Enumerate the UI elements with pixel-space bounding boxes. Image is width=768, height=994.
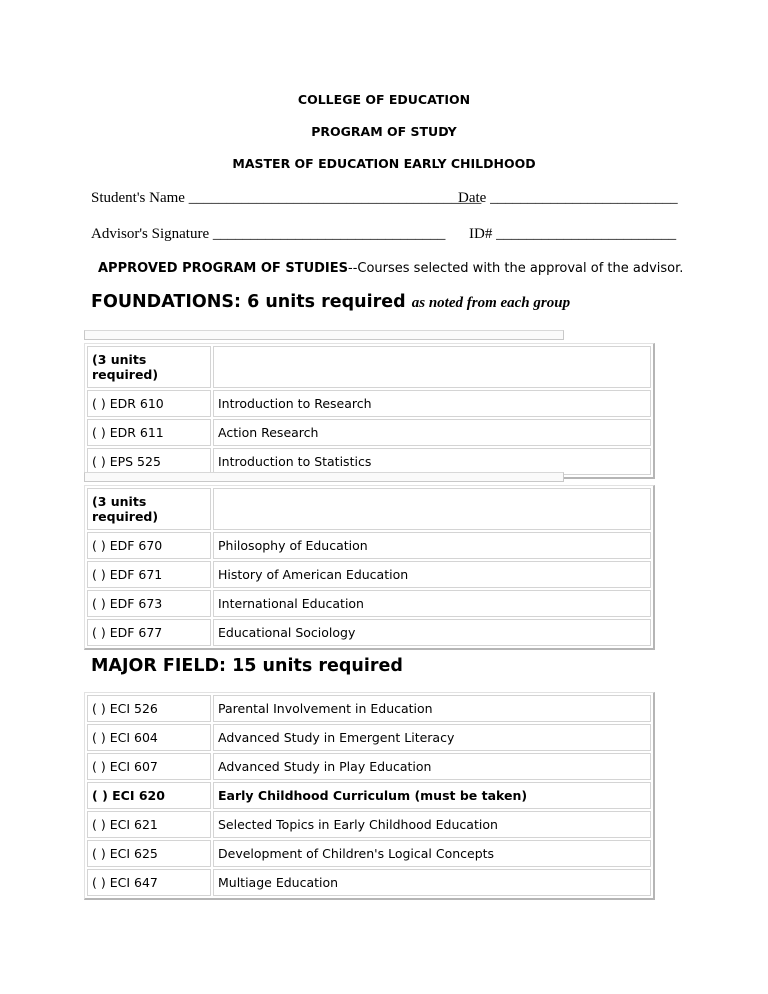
course-row[interactable] <box>87 419 651 446</box>
course-code[interactable]: ( ) ECI 625 <box>87 840 211 867</box>
course-row[interactable] <box>87 619 651 646</box>
table-header-row <box>87 346 651 388</box>
course-row[interactable] <box>87 590 651 617</box>
course-name: Multiage Education <box>213 869 651 896</box>
foundations-group1-table <box>84 343 655 479</box>
course-name: Selected Topics in Early Childhood Education <box>213 811 651 838</box>
course-name: Introduction to Statistics <box>213 448 651 475</box>
foundations-note: as noted from each group <box>411 295 571 311</box>
course-code[interactable]: ( ) EDR 611 <box>87 419 211 446</box>
course-row[interactable] <box>87 811 651 838</box>
course-name: Action Research <box>213 419 651 446</box>
course-code[interactable]: ( ) ECI 526 <box>87 695 211 722</box>
course-name: Parental Involvement in Education <box>213 695 651 722</box>
program-title: PROGRAM OF STUDY <box>311 124 457 139</box>
required-course-row[interactable] <box>87 782 651 809</box>
course-code[interactable]: ( ) EDF 670 <box>87 532 211 559</box>
course-row[interactable] <box>87 695 651 722</box>
table-header-row <box>87 488 651 530</box>
course-code[interactable]: ( ) EDF 671 <box>87 561 211 588</box>
course-code[interactable]: ( ) ECI 647 <box>87 869 211 896</box>
major-field-table <box>84 692 655 900</box>
course-row[interactable] <box>87 448 651 475</box>
course-code[interactable]: ( ) EDR 610 <box>87 390 211 417</box>
foundations-title <box>91 292 570 312</box>
course-code[interactable]: ( ) ECI 620 <box>87 782 211 809</box>
course-code[interactable]: ( ) ECI 607 <box>87 753 211 780</box>
course-code[interactable]: ( ) ECI 621 <box>87 811 211 838</box>
id-field[interactable]: ID# ________________________ <box>469 226 677 242</box>
approved-statement <box>98 261 683 276</box>
group2-divider <box>84 472 564 482</box>
course-name: Development of Children's Logical Concepts <box>213 840 651 867</box>
course-row[interactable] <box>87 869 651 896</box>
course-row[interactable] <box>87 753 651 780</box>
course-name: History of American Education <box>213 561 651 588</box>
group2-empty-header <box>213 488 651 530</box>
course-row[interactable] <box>87 724 651 751</box>
course-name: Advanced Study in Play Education <box>213 753 651 780</box>
foundations-group2-table <box>84 485 655 650</box>
approved-heading: APPROVED PROGRAM OF STUDIES <box>98 261 348 276</box>
advisor-signature-field[interactable]: Advisor's Signature _______________________________ <box>91 226 446 242</box>
group1-units-header: (3 units required) <box>87 346 211 388</box>
group2-units-header: (3 units required) <box>87 488 211 530</box>
degree-title: MASTER OF EDUCATION EARLY CHILDHOOD <box>232 156 536 171</box>
major-field-title: MAJOR FIELD: 15 units required <box>91 656 403 676</box>
course-code[interactable]: ( ) ECI 604 <box>87 724 211 751</box>
course-name: International Education <box>213 590 651 617</box>
course-code[interactable]: ( ) EPS 525 <box>87 448 211 475</box>
student-name-field[interactable]: Student's Name _______________________________________ <box>91 190 482 206</box>
course-row[interactable] <box>87 532 651 559</box>
course-name: Advanced Study in Emergent Literacy <box>213 724 651 751</box>
date-field[interactable]: Date _________________________ <box>458 190 678 206</box>
course-name: Introduction to Research <box>213 390 651 417</box>
course-name: Early Childhood Curriculum (must be taken) <box>213 782 651 809</box>
course-name: Educational Sociology <box>213 619 651 646</box>
foundations-heading: FOUNDATIONS: 6 units required <box>91 292 406 312</box>
college-title: COLLEGE OF EDUCATION <box>297 92 471 107</box>
approved-description: --Courses selected with the approval of the advisor. <box>348 261 684 276</box>
course-code[interactable]: ( ) EDF 677 <box>87 619 211 646</box>
group1-divider <box>84 330 564 340</box>
course-row[interactable] <box>87 840 651 867</box>
course-code[interactable]: ( ) EDF 673 <box>87 590 211 617</box>
course-name: Philosophy of Education <box>213 532 651 559</box>
course-row[interactable] <box>87 561 651 588</box>
group1-empty-header <box>213 346 651 388</box>
course-row[interactable] <box>87 390 651 417</box>
